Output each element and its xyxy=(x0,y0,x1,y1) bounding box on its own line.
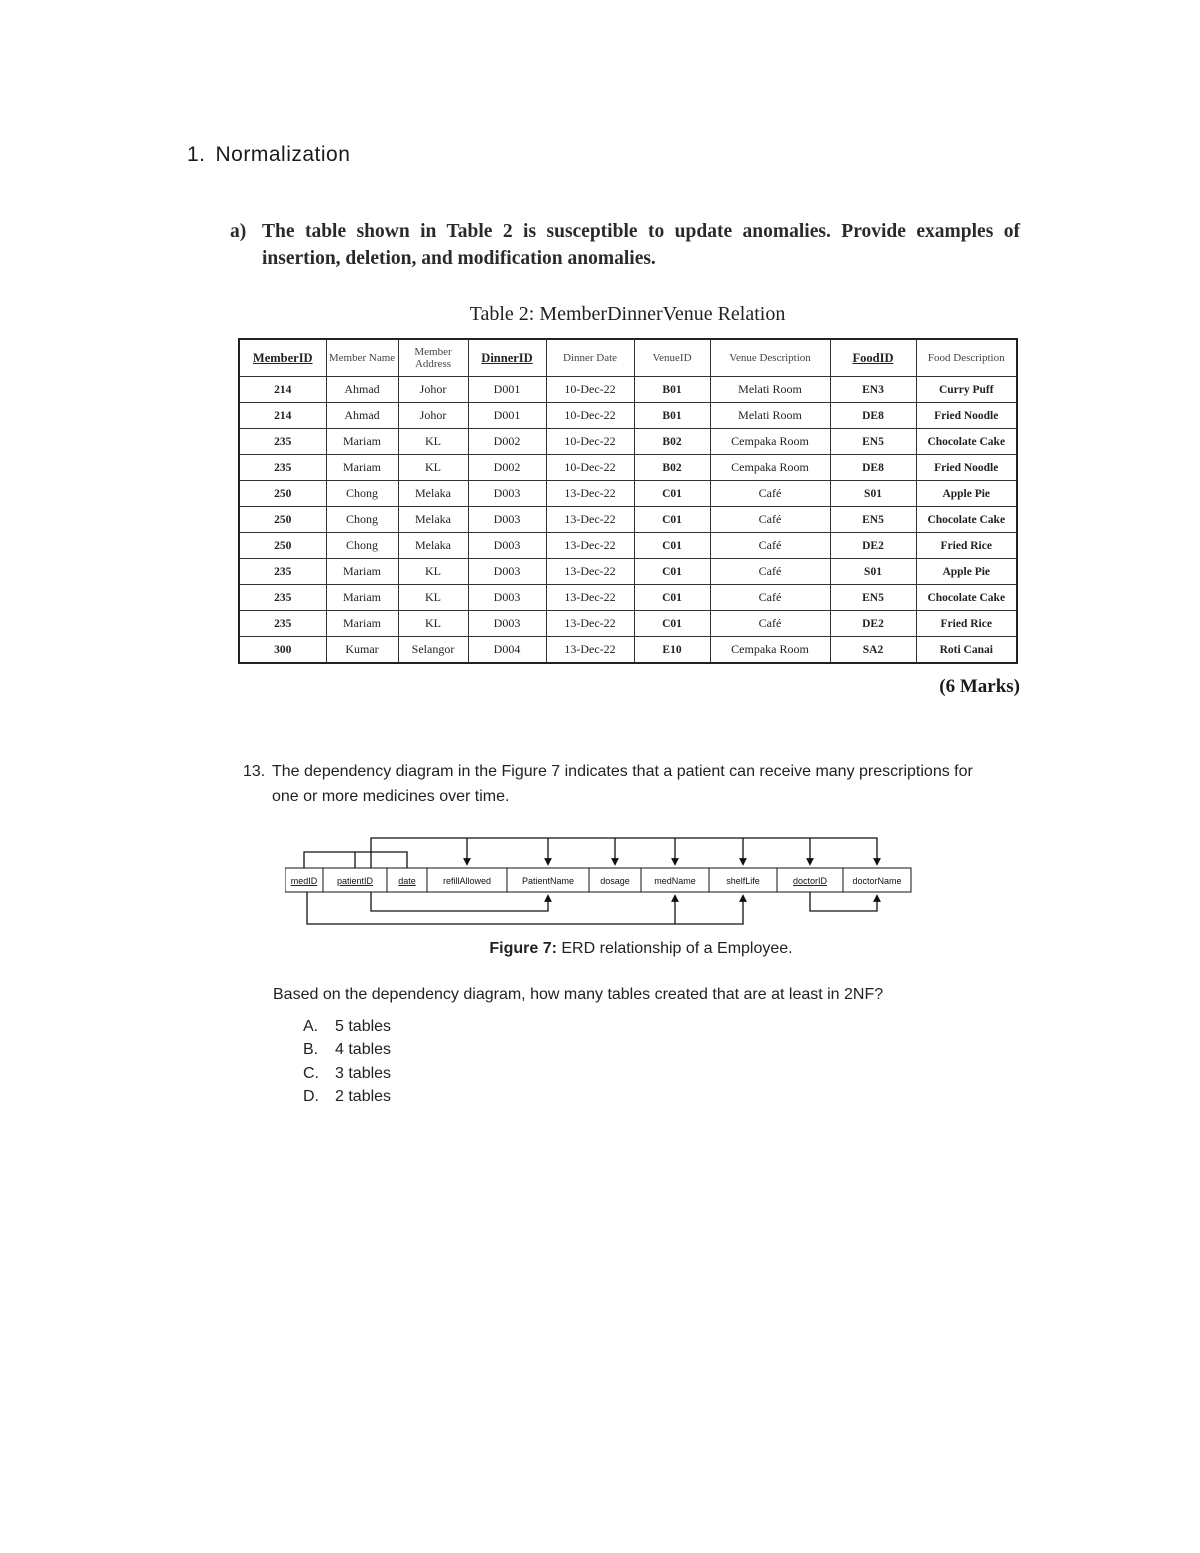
table-header-row xyxy=(239,339,1017,377)
table-cell: SA2 xyxy=(830,637,916,664)
attr-date-label: date xyxy=(398,876,416,886)
table-cell: Mariam xyxy=(326,585,398,611)
table-cell: 235 xyxy=(239,455,326,481)
table-cell: D003 xyxy=(468,533,546,559)
table-cell: Cempaka Room xyxy=(710,637,830,664)
table-cell: 13-Dec-22 xyxy=(546,533,634,559)
table-cell: Melaka xyxy=(398,481,468,507)
attr-medname-label: medName xyxy=(654,876,696,886)
table-cell: DE2 xyxy=(830,611,916,637)
table-cell: Café xyxy=(710,507,830,533)
table-cell: D002 xyxy=(468,455,546,481)
attr-patientname-label: PatientName xyxy=(521,876,575,886)
table-cell: Ahmad xyxy=(326,377,398,403)
table-row xyxy=(239,377,1017,403)
figure-caption xyxy=(285,940,997,958)
table-cell: S01 xyxy=(830,481,916,507)
table-cell: EN5 xyxy=(830,429,916,455)
attr-medid-label: medID xyxy=(290,876,318,886)
table-cell: D004 xyxy=(468,637,546,664)
table-cell: 10-Dec-22 xyxy=(546,455,634,481)
table-cell: 235 xyxy=(239,585,326,611)
option-text: 4 tables xyxy=(335,1041,392,1059)
option-a[interactable] xyxy=(303,1015,391,1038)
table-row xyxy=(239,637,1017,664)
table-cell: Cempaka Room xyxy=(710,455,830,481)
table-cell: Melati Room xyxy=(710,377,830,403)
table-cell: Melaka xyxy=(398,533,468,559)
table-cell: D003 xyxy=(468,585,546,611)
table-cell: Fried Rice xyxy=(916,533,1017,559)
table-row xyxy=(239,403,1017,429)
table-cell: Ahmad xyxy=(326,403,398,429)
question-13-number: 13. xyxy=(243,763,266,780)
table-cell: Melaka xyxy=(398,507,468,533)
table-cell: C01 xyxy=(634,585,710,611)
table-row xyxy=(239,429,1017,455)
option-letter: A. xyxy=(303,1018,319,1035)
attr-doctorid-label: doctorID xyxy=(792,876,828,886)
table-cell: 13-Dec-22 xyxy=(546,611,634,637)
table-cell: Mariam xyxy=(326,611,398,637)
table-cell: 13-Dec-22 xyxy=(546,559,634,585)
table-cell: Chocolate Cake xyxy=(916,429,1017,455)
question-a xyxy=(230,218,1020,272)
table-cell: Chong xyxy=(326,481,398,507)
table-cell: Mariam xyxy=(326,429,398,455)
header-cell: Dinner Date xyxy=(546,339,634,377)
table-cell: Johor xyxy=(398,377,468,403)
option-letter: C. xyxy=(303,1064,319,1082)
table-cell: B02 xyxy=(634,429,710,455)
table-cell: C01 xyxy=(634,533,710,559)
table-cell: Fried Noodle xyxy=(916,403,1017,429)
table-cell: Fried Rice xyxy=(916,611,1017,637)
option-text: 2 tables xyxy=(335,1087,392,1105)
table-cell: EN5 xyxy=(830,585,916,611)
table-cell: D003 xyxy=(468,559,546,585)
section-heading xyxy=(187,143,350,167)
table-caption: Table 2: MemberDinnerVenue Relation xyxy=(469,303,786,325)
table-cell: B01 xyxy=(634,377,710,403)
table-cell: D003 xyxy=(468,611,546,637)
section-number: 1. xyxy=(187,143,206,166)
table-cell: Chong xyxy=(326,507,398,533)
table-cell: 300 xyxy=(239,637,326,664)
question-a-text: The table shown in Table 2 is susceptible to update anomalies. Provide examples of insertion, deletion, and modification anomalies. xyxy=(262,221,1020,269)
table-cell: Apple Pie xyxy=(916,559,1017,585)
section-title: Normalization xyxy=(215,143,351,166)
table-cell: 235 xyxy=(239,429,326,455)
table-cell: Fried Noodle xyxy=(916,455,1017,481)
table-cell: B02 xyxy=(634,455,710,481)
marks-label: (6 Marks) xyxy=(939,676,1020,697)
table-cell: E10 xyxy=(634,637,710,664)
table-cell: 10-Dec-22 xyxy=(546,377,634,403)
attr-shelflife-label: shelfLife xyxy=(726,876,760,886)
table-cell: Chong xyxy=(326,533,398,559)
table-cell: Café xyxy=(710,585,830,611)
answer-options xyxy=(303,1015,391,1108)
table-cell: DE2 xyxy=(830,533,916,559)
question-14-text: Based on the dependency diagram, how many tables created that are at least in 2NF? xyxy=(273,986,884,1003)
table-cell: EN5 xyxy=(830,507,916,533)
table-cell: Café xyxy=(710,481,830,507)
table-cell: Johor xyxy=(398,403,468,429)
table-cell: Café xyxy=(710,559,830,585)
table-cell: Apple Pie xyxy=(916,481,1017,507)
table-cell: 10-Dec-22 xyxy=(546,403,634,429)
question-13-text: The dependency diagram in the Figure 7 indicates that a patient can receive many prescriptions for one or more medicines over time. xyxy=(272,763,973,805)
table-cell: B01 xyxy=(634,403,710,429)
table-cell: 250 xyxy=(239,533,326,559)
table-row xyxy=(239,507,1017,533)
table-row xyxy=(239,611,1017,637)
table-cell: C01 xyxy=(634,611,710,637)
attr-dosage-label: dosage xyxy=(600,876,630,886)
table-cell: 214 xyxy=(239,403,326,429)
question-13 xyxy=(243,759,1003,809)
table-cell: KL xyxy=(398,585,468,611)
figure-caption-text: ERD relationship of a Employee. xyxy=(556,940,793,957)
table-cell: Kumar xyxy=(326,637,398,664)
table-cell: Café xyxy=(710,611,830,637)
header-cell: Venue Description xyxy=(710,339,830,377)
option-d[interactable] xyxy=(303,1085,391,1108)
table-cell: KL xyxy=(398,611,468,637)
table-cell: D001 xyxy=(468,403,546,429)
header-cell: VenueID xyxy=(634,339,710,377)
table-cell: 13-Dec-22 xyxy=(546,585,634,611)
table-cell: D002 xyxy=(468,429,546,455)
table-cell: D003 xyxy=(468,507,546,533)
option-b[interactable] xyxy=(303,1038,391,1061)
attr-doctorname-label: doctorName xyxy=(852,876,902,886)
table-cell: Chocolate Cake xyxy=(916,507,1017,533)
option-c[interactable] xyxy=(303,1062,391,1085)
table-cell: Mariam xyxy=(326,455,398,481)
header-cell: MemberID xyxy=(239,339,326,377)
table-row xyxy=(239,455,1017,481)
table-cell: 235 xyxy=(239,559,326,585)
table-cell: Curry Puff xyxy=(916,377,1017,403)
table-cell: KL xyxy=(398,455,468,481)
table-cell: C01 xyxy=(634,559,710,585)
table-cell: D003 xyxy=(468,481,546,507)
dependency-diagram xyxy=(285,832,915,932)
table-cell: S01 xyxy=(830,559,916,585)
table-cell: 13-Dec-22 xyxy=(546,481,634,507)
attr-patientid-label: patientID xyxy=(336,876,374,886)
table-row xyxy=(239,481,1017,507)
header-cell: FoodID xyxy=(830,339,916,377)
option-text: 5 tables xyxy=(335,1018,392,1035)
table-cell: 250 xyxy=(239,507,326,533)
table-cell: 250 xyxy=(239,481,326,507)
table-cell: D001 xyxy=(468,377,546,403)
table-cell: Selangor xyxy=(398,637,468,664)
table-cell: Café xyxy=(710,533,830,559)
header-cell: Member Address xyxy=(398,339,468,377)
table-row xyxy=(239,585,1017,611)
option-letter: D. xyxy=(303,1087,319,1105)
table-cell: 10-Dec-22 xyxy=(546,429,634,455)
table-cell: Cempaka Room xyxy=(710,429,830,455)
table-cell: Roti Canai xyxy=(916,637,1017,664)
table-cell: DE8 xyxy=(830,403,916,429)
table-cell: Melati Room xyxy=(710,403,830,429)
header-cell: DinnerID xyxy=(468,339,546,377)
table-cell: EN3 xyxy=(830,377,916,403)
table-cell: DE8 xyxy=(830,455,916,481)
member-dinner-venue-table xyxy=(238,338,1018,664)
table-cell: C01 xyxy=(634,507,710,533)
option-letter: B. xyxy=(303,1041,319,1059)
table-cell: KL xyxy=(398,429,468,455)
table-cell: Chocolate Cake xyxy=(916,585,1017,611)
table-row xyxy=(239,533,1017,559)
question-a-label: a) xyxy=(230,221,247,242)
attr-refillallowed-label: refillAllowed xyxy=(442,876,492,886)
table-cell: 13-Dec-22 xyxy=(546,637,634,664)
option-text: 3 tables xyxy=(335,1064,392,1082)
table-cell: 214 xyxy=(239,377,326,403)
table-cell: 235 xyxy=(239,611,326,637)
table-row xyxy=(239,559,1017,585)
header-cell: Member Name xyxy=(326,339,398,377)
figure-caption-bold: Figure 7: xyxy=(489,940,557,957)
table-cell: C01 xyxy=(634,481,710,507)
table-cell: Mariam xyxy=(326,559,398,585)
header-cell: Food Description xyxy=(916,339,1017,377)
table-cell: KL xyxy=(398,559,468,585)
table-cell: 13-Dec-22 xyxy=(546,507,634,533)
